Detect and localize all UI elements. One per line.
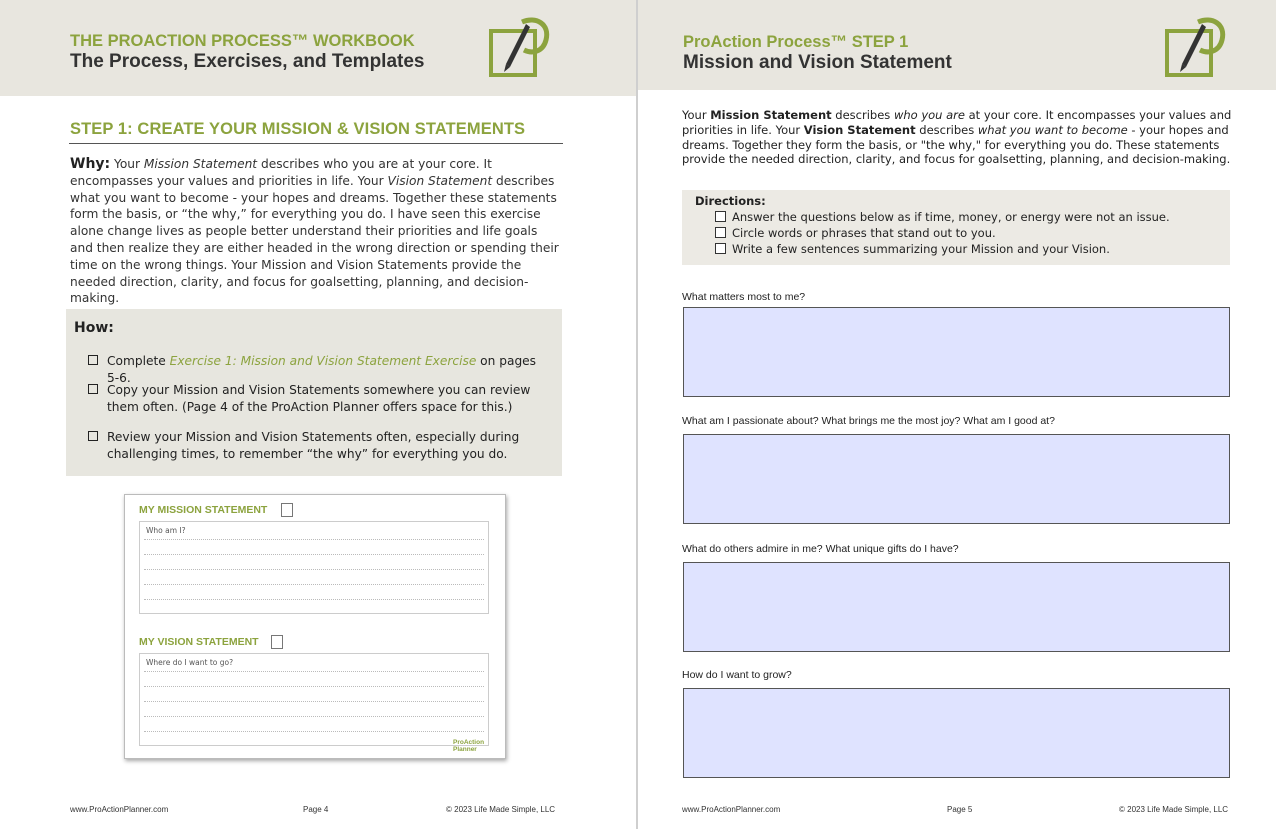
question-label: What am I passionate about? What brings me the most joy? What am I good at? — [682, 415, 1055, 427]
mission-statement-box — [139, 521, 489, 614]
direction-item — [715, 210, 1170, 224]
answer-field[interactable] — [683, 562, 1230, 652]
why-mission-term: Mission Statement — [143, 157, 258, 171]
checkbox[interactable] — [715, 243, 726, 254]
how-item-text: on pages 5-6. — [107, 354, 537, 385]
step-title: STEP 1: CREATE YOUR MISSION & VISION STATEMENTS — [70, 120, 526, 138]
intro-text: describes — [915, 122, 978, 137]
vision-term: Vision Statement — [803, 122, 916, 137]
vision-statement-box — [139, 653, 489, 746]
how-item-3 — [88, 429, 548, 462]
how-title: How: — [74, 320, 114, 336]
step-label: ProAction Process™ STEP 1 — [683, 33, 909, 51]
left-header — [0, 0, 636, 96]
why-vision-term: Vision Statement — [387, 173, 493, 188]
intro-paragraph — [682, 108, 1232, 167]
why-text: describes what you want to become - your hopes and dreams. Together these statements form the basis, or “the why,” for everything you do. I have seen this exercise alone change lives as people better understand their priorities and life goals and then realize they are either headed in the wrong direction or spending their time on the wrong things. Your Mission and Vision Statements provide the needed direction, clarity, and focus for goalsetting, planning, and decision-making. — [70, 173, 559, 306]
question-label: What do others admire in me? What unique gifts do I have? — [682, 543, 959, 555]
checkbox-icon[interactable] — [88, 431, 98, 441]
planner-page-thumbnail — [124, 494, 506, 759]
checkbox-icon[interactable] — [88, 355, 98, 365]
answer-field[interactable] — [683, 434, 1230, 524]
proaction-logo-icon — [1164, 14, 1228, 80]
document-icon — [281, 503, 293, 517]
mission-term: Mission Statement — [710, 108, 832, 122]
right-header — [638, 0, 1276, 90]
direction-text: Answer the questions below as if time, money, or energy were not an issue. — [732, 210, 1170, 224]
checkbox-icon[interactable] — [88, 384, 98, 394]
why-text: Your — [110, 157, 144, 171]
how-item-text: Review your Mission and Vision Statements often, especially during challenging times, to remember “the why” for everything you do. — [107, 430, 520, 461]
why-paragraph — [70, 156, 560, 307]
checkbox[interactable] — [715, 227, 726, 238]
intro-emphasis: who you are — [893, 108, 965, 122]
footer-copyright: © 2023 Life Made Simple, LLC — [446, 805, 556, 814]
direction-text: Circle words or phrases that stand out to you. — [732, 226, 996, 240]
intro-text: Your — [682, 108, 711, 122]
footer-site: www.ProActionPlanner.com — [70, 805, 169, 814]
how-item-text: Copy your Mission and Vision Statements somewhere you can review them often. (Page 4 of the ProAction Planner offers space for this.) — [107, 383, 531, 414]
footer-page-number: Page 4 — [303, 805, 329, 814]
direction-item — [715, 226, 996, 240]
document-icon — [271, 635, 283, 649]
mission-statement-heading: MY MISSION STATEMENT — [139, 504, 268, 516]
proaction-logo-icon — [488, 14, 552, 80]
exercise-link: Exercise 1: Mission and Vision Statement Exercise — [169, 354, 477, 368]
left-page — [0, 0, 636, 829]
workbook-title: THE PROACTION PROCESS™ WORKBOOK — [70, 32, 415, 50]
why-text: describes who you are at your core. It encompasses your values and priorities in life. Your — [70, 157, 492, 188]
workbook-subtitle: The Process, Exercises, and Templates — [70, 51, 425, 72]
how-item-2 — [88, 382, 548, 415]
mission-question: Who am I? — [146, 526, 186, 535]
how-box — [66, 309, 562, 476]
planner-logo-text: Planner — [453, 746, 477, 753]
footer-page-number: Page 5 — [947, 805, 973, 814]
how-item-text: Complete — [107, 354, 170, 368]
vision-question: Where do I want to go? — [146, 658, 234, 667]
step-heading: Mission and Vision Statement — [683, 52, 952, 73]
right-page — [638, 0, 1276, 829]
direction-item — [715, 242, 1110, 256]
checkbox[interactable] — [715, 211, 726, 222]
question-label: How do I want to grow? — [682, 669, 792, 681]
footer-site: www.ProActionPlanner.com — [682, 805, 781, 814]
intro-text: at your core. It encompasses your values and priorities in life. Your — [682, 108, 1232, 137]
directions-box — [682, 190, 1230, 265]
footer-copyright: © 2023 Life Made Simple, LLC — [1119, 805, 1229, 814]
answer-field[interactable] — [683, 688, 1230, 778]
intro-emphasis: what you want to become — [977, 122, 1128, 137]
planner-mini-logo — [453, 739, 484, 753]
question-label: What matters most to me? — [682, 291, 806, 303]
direction-text: Write a few sentences summarizing your Mission and your Vision. — [732, 242, 1110, 256]
directions-title: Directions: — [695, 194, 766, 208]
vision-statement-heading: MY VISION STATEMENT — [139, 636, 259, 648]
why-label: Why: — [70, 156, 111, 172]
step-title-divider — [69, 143, 563, 144]
intro-text: - your hopes and dreams. Together they form the basis, or "the why," for everything you do. These statements provide the needed direction, clarity, and focus for goalsetting, planning, and decision-making. — [682, 122, 1231, 167]
intro-text: describes — [831, 108, 894, 122]
answer-field[interactable] — [683, 307, 1230, 397]
planner-logo-text: ProAction — [453, 739, 485, 746]
